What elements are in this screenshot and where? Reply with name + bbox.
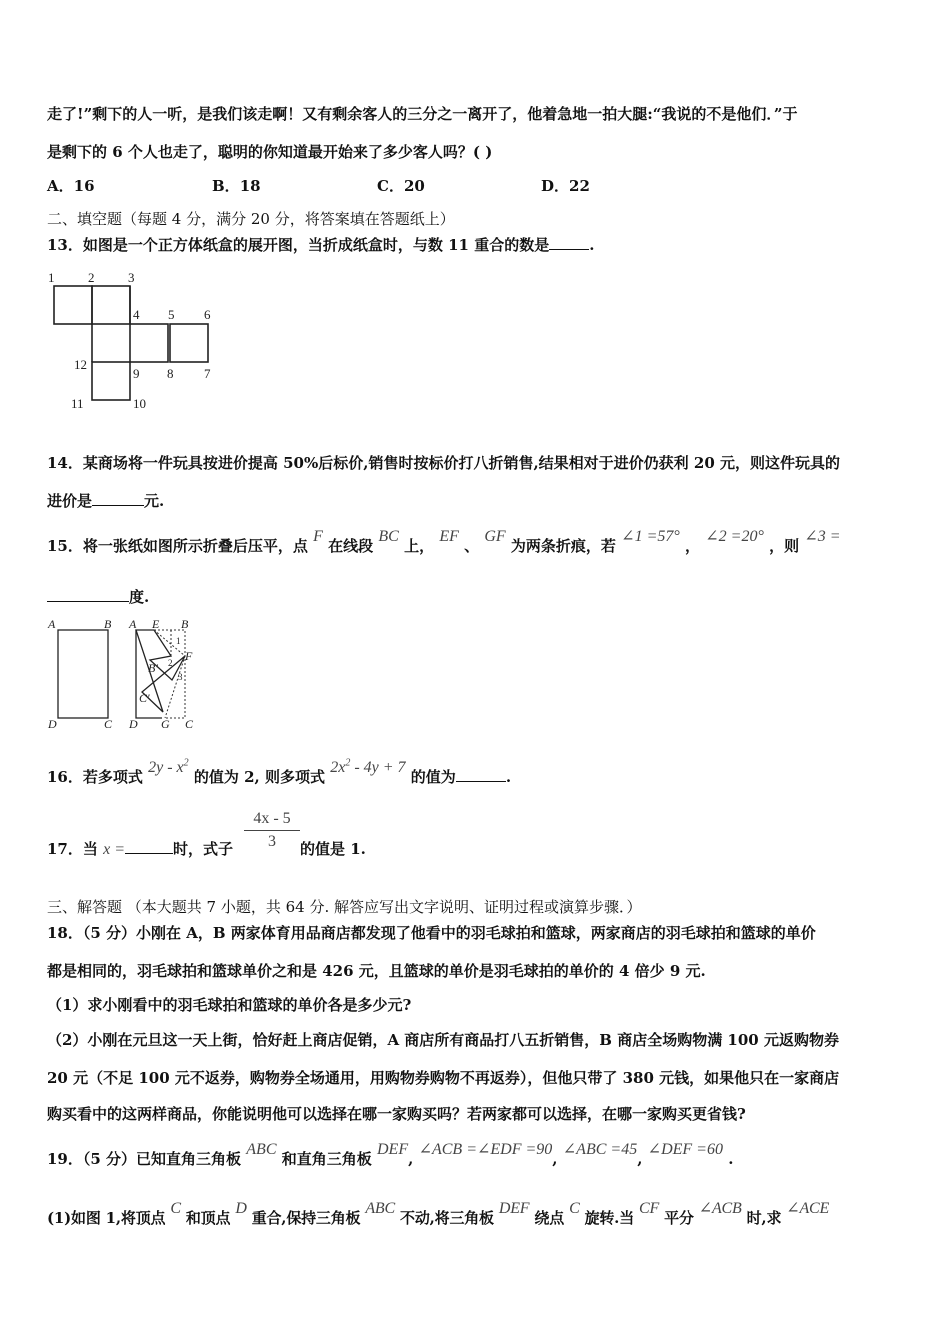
q19-triangle-def: DEF	[376, 1141, 409, 1158]
q17-fraction	[244, 810, 300, 851]
q17-text: 时，式子	[173, 840, 234, 858]
net-label-10: 10	[133, 396, 146, 411]
q19-text: ,	[408, 1150, 414, 1168]
question-17	[47, 838, 233, 859]
fig-label-a: A	[48, 617, 56, 631]
q19-text: (1)如图 1,将顶点	[47, 1209, 166, 1227]
q19-text: 平分	[664, 1209, 694, 1227]
q16-text: 16．若多项式	[47, 768, 143, 786]
q13-answer-blank[interactable]	[549, 237, 589, 250]
fig-label-c: C	[104, 717, 113, 731]
choice-letter: A．	[47, 177, 74, 195]
q15-text: 为两条折痕，若	[510, 537, 616, 555]
section-3-title: 三、解答题 （本大题共 7 小题，共 64 分. 解答应写出文字说明、证明过程或演算步骤．）	[47, 898, 642, 916]
question-18-part-1: （1）求小刚看中的羽毛球拍和篮球的单价各是多少元?	[47, 996, 412, 1014]
q19-point-c: C	[569, 1200, 580, 1217]
q19-text: 重合,保持三角板	[251, 1209, 361, 1227]
q15-angle-1: ∠1 =57°	[621, 528, 680, 545]
q19-text: ,	[637, 1150, 643, 1168]
q19-angle-acb: ∠ACB	[698, 1200, 742, 1217]
choice-b	[212, 175, 261, 196]
q17-answer-blank[interactable]	[125, 841, 173, 854]
choice-d	[541, 175, 590, 196]
fraction-numerator: 4x - 5	[244, 810, 300, 831]
net-label-7: 7	[204, 366, 211, 381]
net-label-1: 1	[48, 270, 55, 285]
q19-segment-cf: CF	[639, 1200, 660, 1217]
q15-segment-gf: GF	[484, 528, 506, 545]
choice-value: 16	[73, 177, 95, 195]
net-label-8: 8	[167, 366, 174, 381]
fig-angle-2: 2	[168, 658, 173, 668]
q14-text: 进价是	[47, 492, 93, 510]
fig-label-b2: B	[181, 617, 189, 631]
q19-text: 不动,将三角板	[400, 1209, 494, 1227]
net-label-9: 9	[133, 366, 140, 381]
q19-point-d: D	[235, 1200, 247, 1217]
q14-answer-blank[interactable]	[92, 493, 144, 506]
q19-triangle-abc: ABC	[246, 1141, 277, 1158]
q16-expr2-base: 2x	[330, 759, 346, 776]
net-label-3: 3	[128, 270, 135, 285]
fig-label-b: B	[104, 617, 112, 631]
q19-text: 和直角三角板	[281, 1150, 372, 1168]
q19-text: 旋转.当	[584, 1209, 635, 1227]
choice-value: 22	[569, 177, 590, 195]
intro-line-2: 是剩下的 6 个人也走了，聪明的你知道最开始来了多少客人吗？( )	[47, 143, 493, 161]
q17-text: 17．当	[47, 840, 98, 858]
q16-text: 的值为	[410, 768, 456, 786]
q16-expr2-exponent: 2	[345, 757, 351, 769]
q15-angle-3: ∠3 =	[804, 528, 841, 545]
choice-letter: B．	[212, 177, 240, 195]
choice-value: 18	[239, 177, 261, 195]
q15-text: 上，	[404, 537, 435, 555]
q16-expr1-exponent: 2	[183, 757, 189, 769]
q17-variable: x =	[103, 841, 126, 858]
q19-text: 19．（5 分）已知直角三角板	[47, 1150, 242, 1168]
q15-segment-bc: BC	[378, 528, 399, 545]
q15-text: ，则	[769, 537, 800, 555]
fig-label-d: D	[48, 717, 57, 731]
q14-end: 元.	[144, 492, 165, 510]
fig-angle-1: 1	[176, 636, 181, 646]
q15-end: 度.	[129, 588, 150, 606]
fig-label-d2: D	[129, 717, 138, 731]
fraction-denominator: 3	[268, 833, 276, 850]
q19-angle-ace: ∠ACE	[786, 1200, 830, 1217]
paper-fold-figure	[44, 614, 214, 732]
q19-triangle-def: DEF	[498, 1200, 530, 1217]
question-15	[47, 528, 841, 556]
question-18-part-2-line-1: （2）小刚在元旦这一天上街，恰好赶上商店促销，A 商店所有商品打八五折销售，B 商店全场购物满 100 元返购物券	[47, 1031, 839, 1049]
q16-expr1-base: 2y - x	[148, 759, 184, 776]
q16-expr2-rest: - 4y + 7	[350, 759, 406, 776]
q16-end: .	[505, 768, 512, 786]
fig-label-g: G	[161, 717, 170, 731]
q15-point-f: F	[313, 528, 323, 545]
q19-text: 和顶点	[185, 1209, 231, 1227]
q13-end: .	[589, 236, 595, 254]
q15-angle-2: ∠2 =20°	[705, 528, 764, 545]
net-label-6: 6	[204, 307, 211, 322]
q19-triangle-abc: ABC	[365, 1200, 395, 1217]
net-label-2: 2	[88, 270, 95, 285]
net-label-12: 12	[74, 357, 87, 372]
q19-end: .	[728, 1150, 734, 1168]
question-18-line-2: 都是相同的，羽毛球拍和篮球单价之和是 426 元，且篮球的单价是羽毛球拍的单价的 4 倍少 9 元.	[47, 962, 706, 980]
q19-text: 时,求	[746, 1209, 782, 1227]
choice-value: 20	[403, 177, 425, 195]
fig-label-a2: A	[129, 617, 137, 631]
fig-label-e: E	[152, 617, 160, 631]
question-19-part-1	[47, 1200, 830, 1228]
net-label-5: 5	[168, 307, 175, 322]
question-16	[47, 757, 512, 787]
q15-text: 、	[464, 537, 480, 555]
fig-angle-3: 3	[178, 672, 183, 682]
q19-condition-3: ∠DEF =60	[647, 1141, 723, 1158]
q19-condition-1: ∠ACB =∠EDF =90	[418, 1141, 553, 1158]
question-19	[47, 1141, 734, 1169]
fig-label-f: F	[185, 649, 193, 663]
q16-answer-blank[interactable]	[456, 769, 506, 782]
q19-text: ,	[552, 1150, 558, 1168]
fig-label-c2: C	[185, 717, 194, 731]
choice-letter: D．	[541, 177, 570, 195]
fig-label-c-prime: C′	[139, 691, 150, 705]
q15-answer-blank[interactable]	[47, 589, 129, 602]
net-label-11: 11	[71, 396, 84, 411]
q19-condition-2: ∠ABC =45	[562, 1141, 638, 1158]
q19-point-c: C	[170, 1200, 181, 1217]
question-14-line-2	[47, 490, 164, 511]
fig-label-b-prime: B′	[148, 661, 158, 675]
q17-tail: 的值是 1.	[300, 840, 366, 858]
cube-net-figure	[44, 266, 224, 414]
question-18-part-2-line-3: 购买看中的这两样商品，你能说明他可以选择在哪一家购买吗？若两家都可以选择，在哪一家购买更省钱?	[47, 1105, 746, 1123]
q15-text: 15．将一张纸如图所示折叠后压平，点	[47, 537, 308, 555]
q13-text: 13．如图是一个正方体纸盒的展开图，当折成纸盒时，与数 11 重合的数是	[47, 236, 550, 254]
q15-text: ，	[685, 537, 701, 555]
question-15-line-2	[47, 586, 149, 607]
q16-expression-1	[148, 759, 189, 776]
q19-text: 绕点	[534, 1209, 565, 1227]
q15-text: 在线段	[328, 537, 374, 555]
intro-line-1: 走了!”剩下的人一听，是我们该走啊！又有剩余客人的三分之一离开了，他着急地一拍大腿:“我说的不是他们．”于	[47, 105, 798, 123]
q16-expression-2	[330, 759, 405, 776]
question-18-line-1: 18．（5 分）小刚在 A，B 两家体育用品商店都发现了他看中的羽毛球拍和篮球，两家商店的羽毛球拍和篮球的单价	[47, 924, 816, 942]
question-14-line-1: 14．某商场将一件玩具按进价提高 50%后标价,销售时按标价打八折销售,结果相对于进价仍获利 20 元，则这件玩具的	[47, 454, 840, 472]
choice-c	[377, 175, 425, 196]
q15-segment-ef: EF	[439, 528, 459, 545]
choice-letter: C．	[377, 177, 404, 195]
section-2-title: 二、填空题（每题 4 分，满分 20 分，将答案填在答题纸上）	[47, 210, 455, 228]
question-18-part-2-line-2: 20 元（不足 100 元不返券，购物券全场通用，用购物券购物不再返券），但他只带了 380 元钱，如果他只在一家商店	[47, 1069, 840, 1087]
choice-a	[47, 175, 95, 196]
net-label-4: 4	[133, 307, 140, 322]
question-13	[47, 234, 594, 255]
q16-text: 的值为 2, 则多项式	[193, 768, 325, 786]
